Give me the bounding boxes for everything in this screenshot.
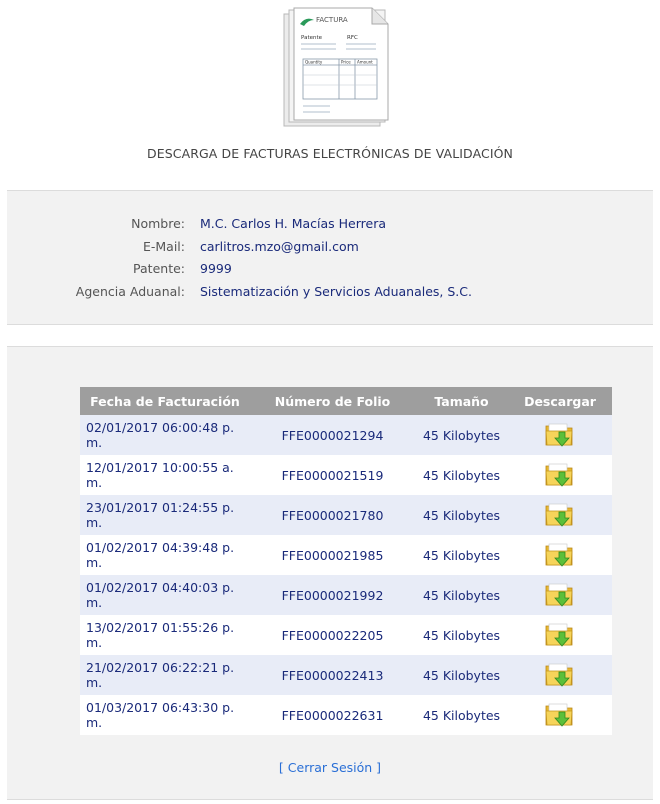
- descargar-cell: [508, 575, 612, 615]
- folio-cell: FFE0000021780: [250, 495, 415, 535]
- folio-cell: FFE0000021294: [250, 415, 415, 455]
- tamano-cell: 45 Kilobytes: [415, 575, 508, 615]
- agencia-value: Sistematización y Servicios Aduanales, S.C.: [200, 284, 472, 299]
- table-row: [80, 615, 612, 655]
- fecha-cell: 13/02/2017 01:55:26 p. m.: [80, 615, 250, 655]
- email-label: E-Mail:: [142, 239, 185, 254]
- patente-label: Patente:: [133, 261, 185, 276]
- header-descargar: Descargar: [508, 387, 612, 415]
- tamano-cell: 45 Kilobytes: [415, 695, 508, 735]
- table-row: [80, 495, 612, 535]
- tamano-cell: 45 Kilobytes: [415, 495, 508, 535]
- folder-download-icon[interactable]: [545, 461, 575, 489]
- header-tamano: Tamaño: [415, 387, 508, 415]
- descargar-cell: [508, 455, 612, 495]
- folio-cell: FFE0000022413: [250, 655, 415, 695]
- descargar-cell: [508, 535, 612, 575]
- table-row: [80, 455, 612, 495]
- descargar-cell: [508, 655, 612, 695]
- logo-patente-text: Patente: [301, 35, 323, 41]
- table-row: [80, 415, 612, 455]
- logo-brand-text: FACTURA: [316, 16, 348, 24]
- descargar-cell: [508, 415, 612, 455]
- invoice-table: [80, 387, 612, 735]
- table-row: [80, 655, 612, 695]
- tamano-cell: 45 Kilobytes: [415, 455, 508, 495]
- tamano-cell: 45 Kilobytes: [415, 415, 508, 455]
- folder-download-icon[interactable]: [545, 621, 575, 649]
- logo-rfc-text: RFC: [347, 35, 358, 41]
- folder-download-icon[interactable]: [545, 501, 575, 529]
- folder-download-icon[interactable]: [545, 701, 575, 729]
- table-header-row: [80, 387, 612, 415]
- tamano-cell: 45 Kilobytes: [415, 615, 508, 655]
- descargar-cell: [508, 615, 612, 655]
- folio-cell: FFE0000022631: [250, 695, 415, 735]
- header-fecha: Fecha de Facturación: [80, 387, 250, 415]
- folder-download-icon[interactable]: [545, 541, 575, 569]
- folio-cell: FFE0000022205: [250, 615, 415, 655]
- email-value: carlitros.mzo@gmail.com: [200, 239, 359, 254]
- fecha-cell: 01/03/2017 06:43:30 p. m.: [80, 695, 250, 735]
- tamano-cell: 45 Kilobytes: [415, 655, 508, 695]
- info-row-patente: [7, 261, 653, 281]
- table-row: [80, 575, 612, 615]
- table-row: [80, 535, 612, 575]
- logo-price-text: Price: [341, 59, 351, 65]
- nombre-value: M.C. Carlos H. Macías Herrera: [200, 216, 386, 231]
- logo-amount-text: Amount: [357, 59, 373, 65]
- fecha-cell: 12/01/2017 10:00:55 a. m.: [80, 455, 250, 495]
- info-row-nombre: [7, 216, 653, 236]
- logo-quantity-text: Quantity: [305, 59, 323, 65]
- fecha-cell: 01/02/2017 04:40:03 p. m.: [80, 575, 250, 615]
- page-title: DESCARGA DE FACTURAS ELECTRÓNICAS DE VALIDACIÓN: [146, 146, 513, 161]
- patente-value: 9999: [200, 261, 232, 276]
- fecha-cell: 01/02/2017 04:39:48 p. m.: [80, 535, 250, 575]
- folder-download-icon[interactable]: [545, 581, 575, 609]
- invoice-document-icon: [280, 6, 392, 130]
- fecha-cell: 23/01/2017 01:24:55 p. m.: [80, 495, 250, 535]
- fecha-cell: 02/01/2017 06:00:48 p. m.: [80, 415, 250, 455]
- folio-cell: FFE0000021519: [250, 455, 415, 495]
- info-row-email: [7, 239, 653, 259]
- user-info-panel: [7, 190, 653, 325]
- table-row: [80, 695, 612, 735]
- nombre-label: Nombre:: [131, 216, 185, 231]
- folder-download-icon[interactable]: [545, 421, 575, 449]
- folder-download-icon[interactable]: [545, 661, 575, 689]
- folio-cell: FFE0000021985: [250, 535, 415, 575]
- header-folio: Número de Folio: [250, 387, 415, 415]
- info-row-agencia: [7, 284, 653, 304]
- invoice-list-panel: [7, 346, 653, 800]
- descargar-cell: [508, 695, 612, 735]
- tamano-cell: 45 Kilobytes: [415, 535, 508, 575]
- logout-link[interactable]: [ Cerrar Sesión ]: [278, 760, 382, 775]
- folio-cell: FFE0000021992: [250, 575, 415, 615]
- descargar-cell: [508, 495, 612, 535]
- agencia-label: Agencia Aduanal:: [75, 284, 185, 299]
- fecha-cell: 21/02/2017 06:22:21 p. m.: [80, 655, 250, 695]
